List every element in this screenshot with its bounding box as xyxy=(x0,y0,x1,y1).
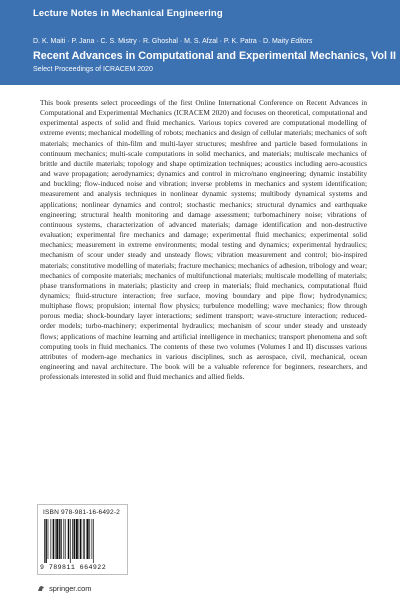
barcode-panel xyxy=(37,504,128,575)
barcode-icon xyxy=(44,519,123,563)
barcode-bar xyxy=(79,519,80,559)
barcode-bar xyxy=(92,519,93,559)
barcode-bar xyxy=(53,519,54,559)
editors-line xyxy=(33,38,312,45)
series-name: Lecture Notes in Mechanical Engineering xyxy=(33,8,223,19)
barcode-bar xyxy=(61,519,62,559)
publisher-link[interactable] xyxy=(37,584,91,593)
barcode-bar xyxy=(70,519,71,563)
barcode-bar xyxy=(56,519,58,559)
barcode-bar xyxy=(63,519,64,559)
editors-label: Editors xyxy=(290,38,313,45)
barcode-bar xyxy=(93,519,94,563)
barcode-bar xyxy=(45,519,46,563)
barcode-bar xyxy=(65,519,66,559)
barcode-bar xyxy=(68,519,69,559)
editor-names: D. K. Maiti · P. Jana · C. S. Mistry · R. Ghoshal · M. S. Afzal · P. K. Patra · D. Maity xyxy=(33,38,289,45)
barcode-bar xyxy=(76,519,78,559)
barcode-bar xyxy=(74,519,75,559)
barcode-bar xyxy=(50,519,51,559)
book-description: This book presents select proceedings of the first Online International Conference on Recent Advances in Computational and Experimental Mechanics (ICRACEM 2020) and focuses on theoretical, computational and experimental aspects of solid and fluid mechanics. Various topics covered are computational modelling of extreme events; mechanical modelling of robots; mechanics and design of cellular materials; mechanics of soft materials; mechanics of thin-film and multi-layer structures; meshfree and particle based formulations in continuum mechanics; multi-scale computations in solid mechanics, and materials; multiscale mechanics of brittle and ductile materials; topology and shape optimization techniques; acoustics including aero-acoustics and wave propagation; aerodynamics; dynamics and control in micro/nano engineering; dynamic instability and buckling; flow-induced noise and vibration; inverse problems in mechanics and system identification; measurement and analysis techniques in nonlinear dynamic systems; multibody dynamical systems and applications; nonlinear dynamics and control; stochastic mechanics; structural dynamics and earthquake engineering; structural health monitoring and damage assessment; turbomachinery noise; vibrations of continuous systems, characterization of advanced materials; damage identification and non-destructive evaluation; experimental fire mechanics and damage; experimental fluid mechanics; experimental solid mechanics; measurement in extreme environments; modal testing and dynamics; experimental hydraulics; mechanism of scour under steady and unsteady flows; vibration measurement and control; bio-inspired materials; constitutive modelling of materials; fracture mechanics; mechanics of adhesion, tribology and wear; mechanics of composite materials; mechanics of multifunctional materials; multiscale modelling of materials; phase transformations in materials; plasticity and creep in materials; fluid mechanics, computational fluid dynamics; fluid-structure interaction; free surface, moving boundary and pipe flow; hydrodynamics; multiphase flows; propulsion; internal flow physics; turbulence modelling; wave mechanics; flow through porous media; shock-boundary layer interactions; sediment transport; wave-structure interaction; reduced-order models; turbo-machinery; experimental hydraulics; mechanism of scour under steady and unsteady flows; applications of machine learning and artificial intelligence in mechanics; transport phenomena and soft computing tools in fluid mechanics. The contents of these two volumes (Volumes I and II) discusses various attributes of modern-age mechanics in various disciplines, such as aerospace, civil, mechanical, ocean engineering and naval architecture. The book will be a valuable reference for beginners, researchers, and professionals interested in solid and fluid mechanics and allied fields. xyxy=(40,98,367,382)
barcode-bar xyxy=(84,519,85,559)
book-subtitle: Select Proceedings of ICRACEM 2020 xyxy=(33,66,153,73)
publisher-url[interactable]: springer.com xyxy=(49,584,92,593)
springer-horse-icon xyxy=(37,585,45,592)
isbn-number: ISBN 978-981-16-6492-2 xyxy=(43,509,120,516)
ean-digits: 9 789811 664922 xyxy=(40,564,107,571)
barcode-bar xyxy=(89,519,90,559)
barcode-bar xyxy=(72,519,73,559)
barcode-bar xyxy=(48,519,49,559)
barcode-bar xyxy=(80,519,81,559)
barcode-bar xyxy=(83,519,84,559)
barcode-bar xyxy=(44,519,45,563)
cover-header-band xyxy=(0,0,400,85)
barcode-bar xyxy=(59,519,60,559)
barcode-bar xyxy=(55,519,56,559)
barcode-bar xyxy=(86,519,88,559)
book-title: Recent Advances in Computational and Experimental Mechanics, Vol II xyxy=(33,50,396,62)
